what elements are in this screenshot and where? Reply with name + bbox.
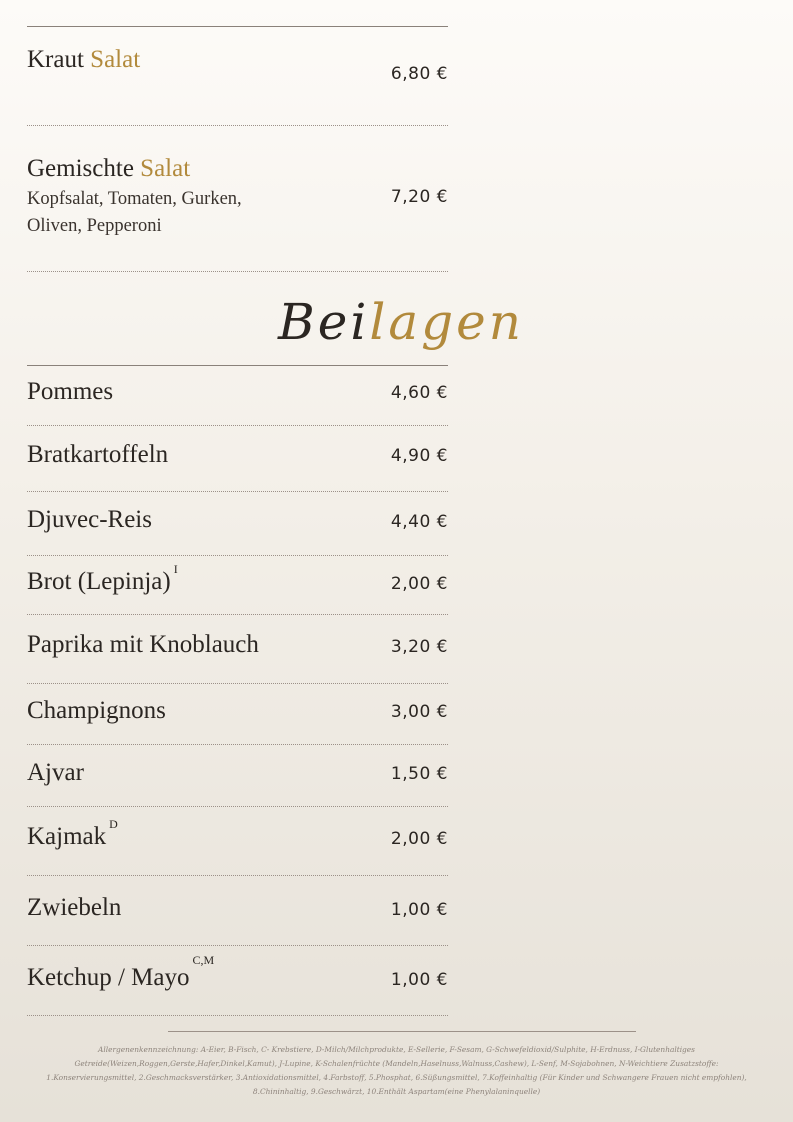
divider xyxy=(27,875,448,876)
item-name-text: Zwiebeln xyxy=(27,894,122,921)
menu-item-name xyxy=(27,894,121,922)
divider xyxy=(27,744,448,745)
menu-item-price: 4,60 € xyxy=(390,383,448,403)
item-name-text: Ketchup / Mayo xyxy=(27,964,190,991)
menu-item-description: Kopfsalat, Tomaten, Gurken, Oliven, Pepperoni xyxy=(27,189,242,236)
item-name-accent: Salat xyxy=(90,46,141,73)
item-name-text: Pommes xyxy=(27,378,114,405)
allergen-footnote xyxy=(30,1043,763,1099)
menu-item-name xyxy=(27,953,215,992)
menu-item-name xyxy=(27,631,259,659)
divider xyxy=(27,491,448,492)
additives-legend: Zusatzstoffe: 1.Konservierungsmittel, 2.Geschmacksverstärker, 3.Antioxidationsmittel, 4.Farbstoff, 5.Phosphat, 6.Süßungsmittel, 7.Koffeinhaltig (Für Kinder und Schwangere Frauen nicht empfohlen), 8.Chininhaltig, 9.Geschwärzt, 10.Enthält Aspartam(eine Phenylalaninquelle) xyxy=(46,1059,747,1096)
menu-item-price: 4,40 € xyxy=(390,512,448,532)
allergen-superscript: C,M xyxy=(192,953,215,967)
divider xyxy=(27,1015,448,1016)
menu-item-name xyxy=(27,562,178,596)
item-name-text: Djuvec-Reis xyxy=(27,506,152,533)
menu-item-name xyxy=(27,46,140,74)
allergen-legend: Allergenenkennzeichnung: A-Eier, B-Fisch, C- Krebstiere, D-Milch/Milchprodukte, E-Sellerie, F-Sesam, G-Schwefeldioxid/Sulphite, H-Erdnuss, I-Glutenhaltiges Getreide(Weizen,Roggen,Gerste,Hafer,Dinkel,Kamut), J-Lupine, K-Schalenfrüchte (Mandeln,Haselnuss,Walnuss,Cashew), L-Senf, M-Sojabohnen, N-Weichtiere xyxy=(74,1045,695,1068)
allergen-superscript: D xyxy=(109,817,118,831)
menu-item-price: 2,00 € xyxy=(390,574,448,594)
divider xyxy=(27,125,448,126)
divider xyxy=(27,683,448,684)
menu-item-name xyxy=(27,817,118,851)
section-title-part: Bei xyxy=(278,293,370,351)
divider xyxy=(27,806,448,807)
menu-item-price: 1,00 € xyxy=(390,900,448,920)
menu-item-price: 7,20 € xyxy=(390,187,448,207)
menu-item-name xyxy=(27,506,152,534)
menu-item-price: 1,00 € xyxy=(390,970,448,990)
menu-item-price: 6,80 € xyxy=(390,64,448,84)
item-name-text: Brot (Lepinja) xyxy=(27,568,171,595)
item-name-text: Champignons xyxy=(27,697,166,724)
menu-item-name xyxy=(27,378,113,406)
section-divider xyxy=(27,365,448,366)
item-name-part: Kraut xyxy=(27,46,84,73)
menu-item-name xyxy=(27,759,84,787)
allergen-superscript: I xyxy=(173,562,178,576)
menu-item-price: 1,50 € xyxy=(390,764,448,784)
divider xyxy=(27,271,448,272)
item-name-text: Bratkartoffeln xyxy=(27,441,169,468)
menu-item-price: 2,00 € xyxy=(390,829,448,849)
item-name-text: Kajmak xyxy=(27,823,107,850)
top-divider xyxy=(27,26,448,27)
divider xyxy=(27,945,448,946)
item-name-part: Gemischte xyxy=(27,155,134,182)
menu-item-name xyxy=(27,697,166,725)
divider xyxy=(27,555,448,556)
menu-item-name xyxy=(27,155,190,183)
item-name-text: Paprika mit Knoblauch xyxy=(27,631,259,658)
menu-item-name xyxy=(27,441,168,469)
section-title-accent: lagen xyxy=(369,293,524,351)
footer-divider xyxy=(168,1031,636,1032)
menu-item-price: 3,20 € xyxy=(390,637,448,657)
divider xyxy=(27,614,448,615)
section-title xyxy=(278,293,524,351)
divider xyxy=(27,425,448,426)
menu-item-price: 4,90 € xyxy=(390,446,448,466)
item-name-text: Ajvar xyxy=(27,759,84,786)
item-name-accent: Salat xyxy=(140,155,191,182)
menu-item-price: 3,00 € xyxy=(390,702,448,722)
